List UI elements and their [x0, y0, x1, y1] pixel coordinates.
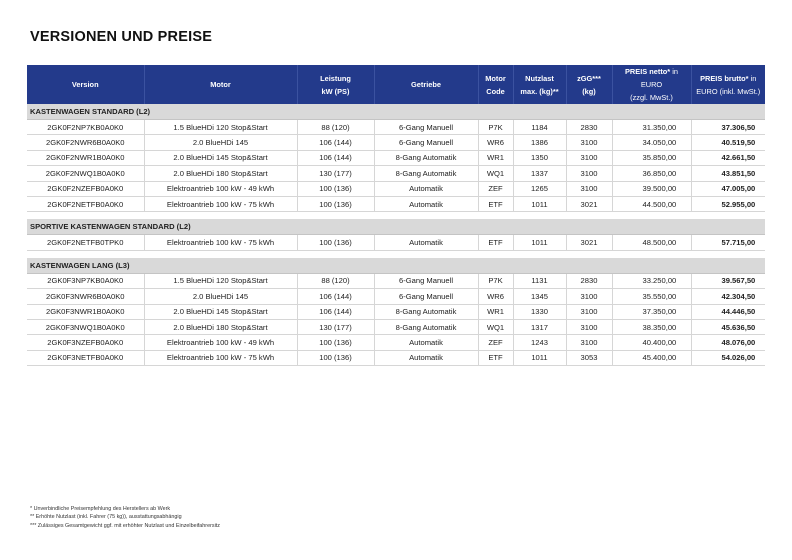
- preis-netto-cell: 39.500,00: [612, 181, 691, 196]
- motor-code-cell: WR6: [478, 135, 513, 150]
- getriebe-cell: Automatik: [374, 335, 478, 350]
- preis-netto-cell: 37.350,00: [612, 304, 691, 319]
- price-table: [27, 65, 765, 366]
- header-motor: Motor: [144, 65, 297, 104]
- zgg-cell: 3100: [566, 319, 612, 334]
- getriebe-cell: 6-Gang Manuell: [374, 273, 478, 288]
- header-preis-netto: PREIS netto* in EURO (zzgl. MwSt.): [612, 65, 691, 104]
- preis-brutto-cell: 42.661,50: [691, 150, 765, 165]
- preis-netto-cell: 36.850,00: [612, 166, 691, 181]
- nutzlast-cell: 1350: [513, 150, 566, 165]
- preis-netto-cell: 44.500,00: [612, 196, 691, 211]
- nutzlast-cell: 1265: [513, 181, 566, 196]
- motor-cell: 2.0 BlueHDi 180 Stop&Start: [144, 319, 297, 334]
- nutzlast-cell: 1317: [513, 319, 566, 334]
- leistung-cell: 100 (136): [297, 335, 374, 350]
- preis-netto-cell: 33.250,00: [612, 273, 691, 288]
- preis-netto-cell: 31.350,00: [612, 120, 691, 135]
- motor-code-cell: P7K: [478, 120, 513, 135]
- table-row: [27, 181, 765, 196]
- zgg-cell: 3100: [566, 289, 612, 304]
- table-row: [27, 135, 765, 150]
- table-row: [27, 289, 765, 304]
- header-preis-brutto: PREIS brutto* in EURO (inkl. MwSt.): [691, 65, 765, 104]
- group-label: SPORTIVE KASTENWAGEN STANDARD (L2): [27, 219, 765, 235]
- group-label: KASTENWAGEN LANG (L3): [27, 258, 765, 274]
- leistung-cell: 88 (120): [297, 273, 374, 288]
- getriebe-cell: 8-Gang Automatik: [374, 150, 478, 165]
- getriebe-cell: Automatik: [374, 235, 478, 250]
- version-cell: 2GK0F3NWR6B0A0K0: [27, 289, 144, 304]
- motor-cell: 2.0 BlueHDi 145: [144, 289, 297, 304]
- group-header-row: [27, 219, 765, 235]
- getriebe-cell: Automatik: [374, 350, 478, 365]
- footnote: * Unverbindliche Preisempfehlung des Herstellers ab Werk: [30, 506, 171, 512]
- zgg-cell: 3053: [566, 350, 612, 365]
- motor-code-cell: P7K: [478, 273, 513, 288]
- zgg-cell: 3021: [566, 196, 612, 211]
- table-row: [27, 166, 765, 181]
- page-title: VERSIONEN UND PREISE: [30, 29, 213, 45]
- motor-code-cell: ETF: [478, 196, 513, 211]
- nutzlast-cell: 1337: [513, 166, 566, 181]
- nutzlast-cell: 1131: [513, 273, 566, 288]
- nutzlast-cell: 1345: [513, 289, 566, 304]
- leistung-cell: 88 (120): [297, 120, 374, 135]
- version-cell: 2GK0F2NETFB0A0K0: [27, 196, 144, 211]
- version-cell: 2GK0F3NP7KB0A0K0: [27, 273, 144, 288]
- zgg-cell: 3100: [566, 166, 612, 181]
- group-header-row: [27, 258, 765, 274]
- nutzlast-cell: 1011: [513, 235, 566, 250]
- motor-cell: 2.0 BlueHDi 145 Stop&Start: [144, 150, 297, 165]
- leistung-cell: 130 (177): [297, 166, 374, 181]
- nutzlast-cell: 1243: [513, 335, 566, 350]
- zgg-cell: 3100: [566, 304, 612, 319]
- motor-cell: 1.5 BlueHDi 120 Stop&Start: [144, 120, 297, 135]
- motor-code-cell: ETF: [478, 350, 513, 365]
- zgg-cell: 3021: [566, 235, 612, 250]
- motor-cell: 2.0 BlueHDi 180 Stop&Start: [144, 166, 297, 181]
- version-cell: 2GK0F3NWQ1B0A0K0: [27, 319, 144, 334]
- preis-brutto-cell: 37.306,50: [691, 120, 765, 135]
- header-zgg: zGG*** (kg): [566, 65, 612, 104]
- motor-cell: Elektroantrieb 100 kW - 49 kWh: [144, 335, 297, 350]
- header-version: Version: [27, 65, 144, 104]
- getriebe-cell: 8-Gang Automatik: [374, 166, 478, 181]
- table-row: [27, 350, 765, 365]
- version-cell: 2GK0F2NWQ1B0A0K0: [27, 166, 144, 181]
- table-row: [27, 235, 765, 250]
- table-header-row: [27, 65, 765, 104]
- motor-cell: 2.0 BlueHDi 145: [144, 135, 297, 150]
- preis-brutto-cell: 43.851,50: [691, 166, 765, 181]
- motor-cell: Elektroantrieb 100 kW - 75 kWh: [144, 235, 297, 250]
- group-spacer: [27, 212, 765, 220]
- leistung-cell: 106 (144): [297, 289, 374, 304]
- version-cell: 2GK0F2NWR1B0A0K0: [27, 150, 144, 165]
- getriebe-cell: 8-Gang Automatik: [374, 319, 478, 334]
- motor-code-cell: ZEF: [478, 181, 513, 196]
- motor-code-cell: WR6: [478, 289, 513, 304]
- version-cell: 2GK0F3NZEFB0A0K0: [27, 335, 144, 350]
- leistung-cell: 100 (136): [297, 235, 374, 250]
- motor-code-cell: WQ1: [478, 166, 513, 181]
- motor-cell: Elektroantrieb 100 kW - 75 kWh: [144, 350, 297, 365]
- preis-brutto-cell: 45.636,50: [691, 319, 765, 334]
- version-cell: 2GK0F2NWR6B0A0K0: [27, 135, 144, 150]
- preis-netto-cell: 48.500,00: [612, 235, 691, 250]
- preis-brutto-cell: 52.955,00: [691, 196, 765, 211]
- preis-netto-cell: 45.400,00: [612, 350, 691, 365]
- version-cell: 2GK0F3NETFB0A0K0: [27, 350, 144, 365]
- table-row: [27, 120, 765, 135]
- motor-cell: Elektroantrieb 100 kW - 75 kWh: [144, 196, 297, 211]
- zgg-cell: 3100: [566, 135, 612, 150]
- preis-brutto-cell: 48.076,00: [691, 335, 765, 350]
- preis-brutto-cell: 54.026,00: [691, 350, 765, 365]
- preis-brutto-cell: 47.005,00: [691, 181, 765, 196]
- getriebe-cell: Automatik: [374, 181, 478, 196]
- zgg-cell: 3100: [566, 150, 612, 165]
- group-spacer: [27, 250, 765, 258]
- header-getriebe: Getriebe: [374, 65, 478, 104]
- motor-code-cell: WR1: [478, 150, 513, 165]
- header-motor-code: Motor Code: [478, 65, 513, 104]
- price-table-body: [27, 104, 765, 366]
- version-cell: 2GK0F2NETFB0TPK0: [27, 235, 144, 250]
- getriebe-cell: 8-Gang Automatik: [374, 304, 478, 319]
- motor-cell: 1.5 BlueHDi 120 Stop&Start: [144, 273, 297, 288]
- preis-netto-cell: 38.350,00: [612, 319, 691, 334]
- group-header-row: [27, 104, 765, 120]
- version-cell: 2GK0F3NWR1B0A0K0: [27, 304, 144, 319]
- nutzlast-cell: 1386: [513, 135, 566, 150]
- motor-code-cell: WQ1: [478, 319, 513, 334]
- nutzlast-cell: 1184: [513, 120, 566, 135]
- motor-code-cell: WR1: [478, 304, 513, 319]
- motor-code-cell: ETF: [478, 235, 513, 250]
- header-leistung: Leistung kW (PS): [297, 65, 374, 104]
- footnote: *** Zulässiges Gesamtgewicht ggf. mit erhöhter Nutzlast und Einzelbeifahrersitz: [30, 522, 220, 529]
- leistung-cell: 106 (144): [297, 150, 374, 165]
- zgg-cell: 3100: [566, 335, 612, 350]
- preis-brutto-cell: 42.304,50: [691, 289, 765, 304]
- group-label: KASTENWAGEN STANDARD (L2): [27, 104, 765, 120]
- motor-cell: Elektroantrieb 100 kW - 49 kWh: [144, 181, 297, 196]
- leistung-cell: 100 (136): [297, 350, 374, 365]
- footnotes: [30, 505, 220, 530]
- getriebe-cell: 6-Gang Manuell: [374, 120, 478, 135]
- spacer-cell: [27, 212, 765, 220]
- preis-netto-cell: 40.400,00: [612, 335, 691, 350]
- preis-brutto-cell: 40.519,50: [691, 135, 765, 150]
- table-row: [27, 150, 765, 165]
- table-row: [27, 319, 765, 334]
- leistung-cell: 106 (144): [297, 304, 374, 319]
- version-cell: 2GK0F2NZEFB0A0K0: [27, 181, 144, 196]
- table-row: [27, 335, 765, 350]
- leistung-cell: 100 (136): [297, 196, 374, 211]
- preis-netto-cell: 35.550,00: [612, 289, 691, 304]
- leistung-cell: 100 (136): [297, 181, 374, 196]
- getriebe-cell: 6-Gang Manuell: [374, 135, 478, 150]
- version-cell: 2GK0F2NP7KB0A0K0: [27, 120, 144, 135]
- getriebe-cell: 6-Gang Manuell: [374, 289, 478, 304]
- nutzlast-cell: 1011: [513, 196, 566, 211]
- spacer-cell: [27, 250, 765, 258]
- nutzlast-cell: 1011: [513, 350, 566, 365]
- zgg-cell: 3100: [566, 181, 612, 196]
- table-row: [27, 196, 765, 211]
- preis-brutto-cell: 57.715,00: [691, 235, 765, 250]
- header-nutzlast: Nutzlast max. (kg)**: [513, 65, 566, 104]
- motor-cell: 2.0 BlueHDi 145 Stop&Start: [144, 304, 297, 319]
- motor-code-cell: ZEF: [478, 335, 513, 350]
- footnote: ** Erhöhte Nutzlast (inkl. Fahrer (75 kg)), ausstattungsabhängig: [30, 514, 182, 521]
- preis-netto-cell: 34.050,00: [612, 135, 691, 150]
- table-row: [27, 304, 765, 319]
- nutzlast-cell: 1330: [513, 304, 566, 319]
- preis-brutto-cell: 39.567,50: [691, 273, 765, 288]
- table-row: [27, 273, 765, 288]
- zgg-cell: 2830: [566, 120, 612, 135]
- preis-netto-cell: 35.850,00: [612, 150, 691, 165]
- getriebe-cell: Automatik: [374, 196, 478, 211]
- zgg-cell: 2830: [566, 273, 612, 288]
- preis-brutto-cell: 44.446,50: [691, 304, 765, 319]
- leistung-cell: 106 (144): [297, 135, 374, 150]
- leistung-cell: 130 (177): [297, 319, 374, 334]
